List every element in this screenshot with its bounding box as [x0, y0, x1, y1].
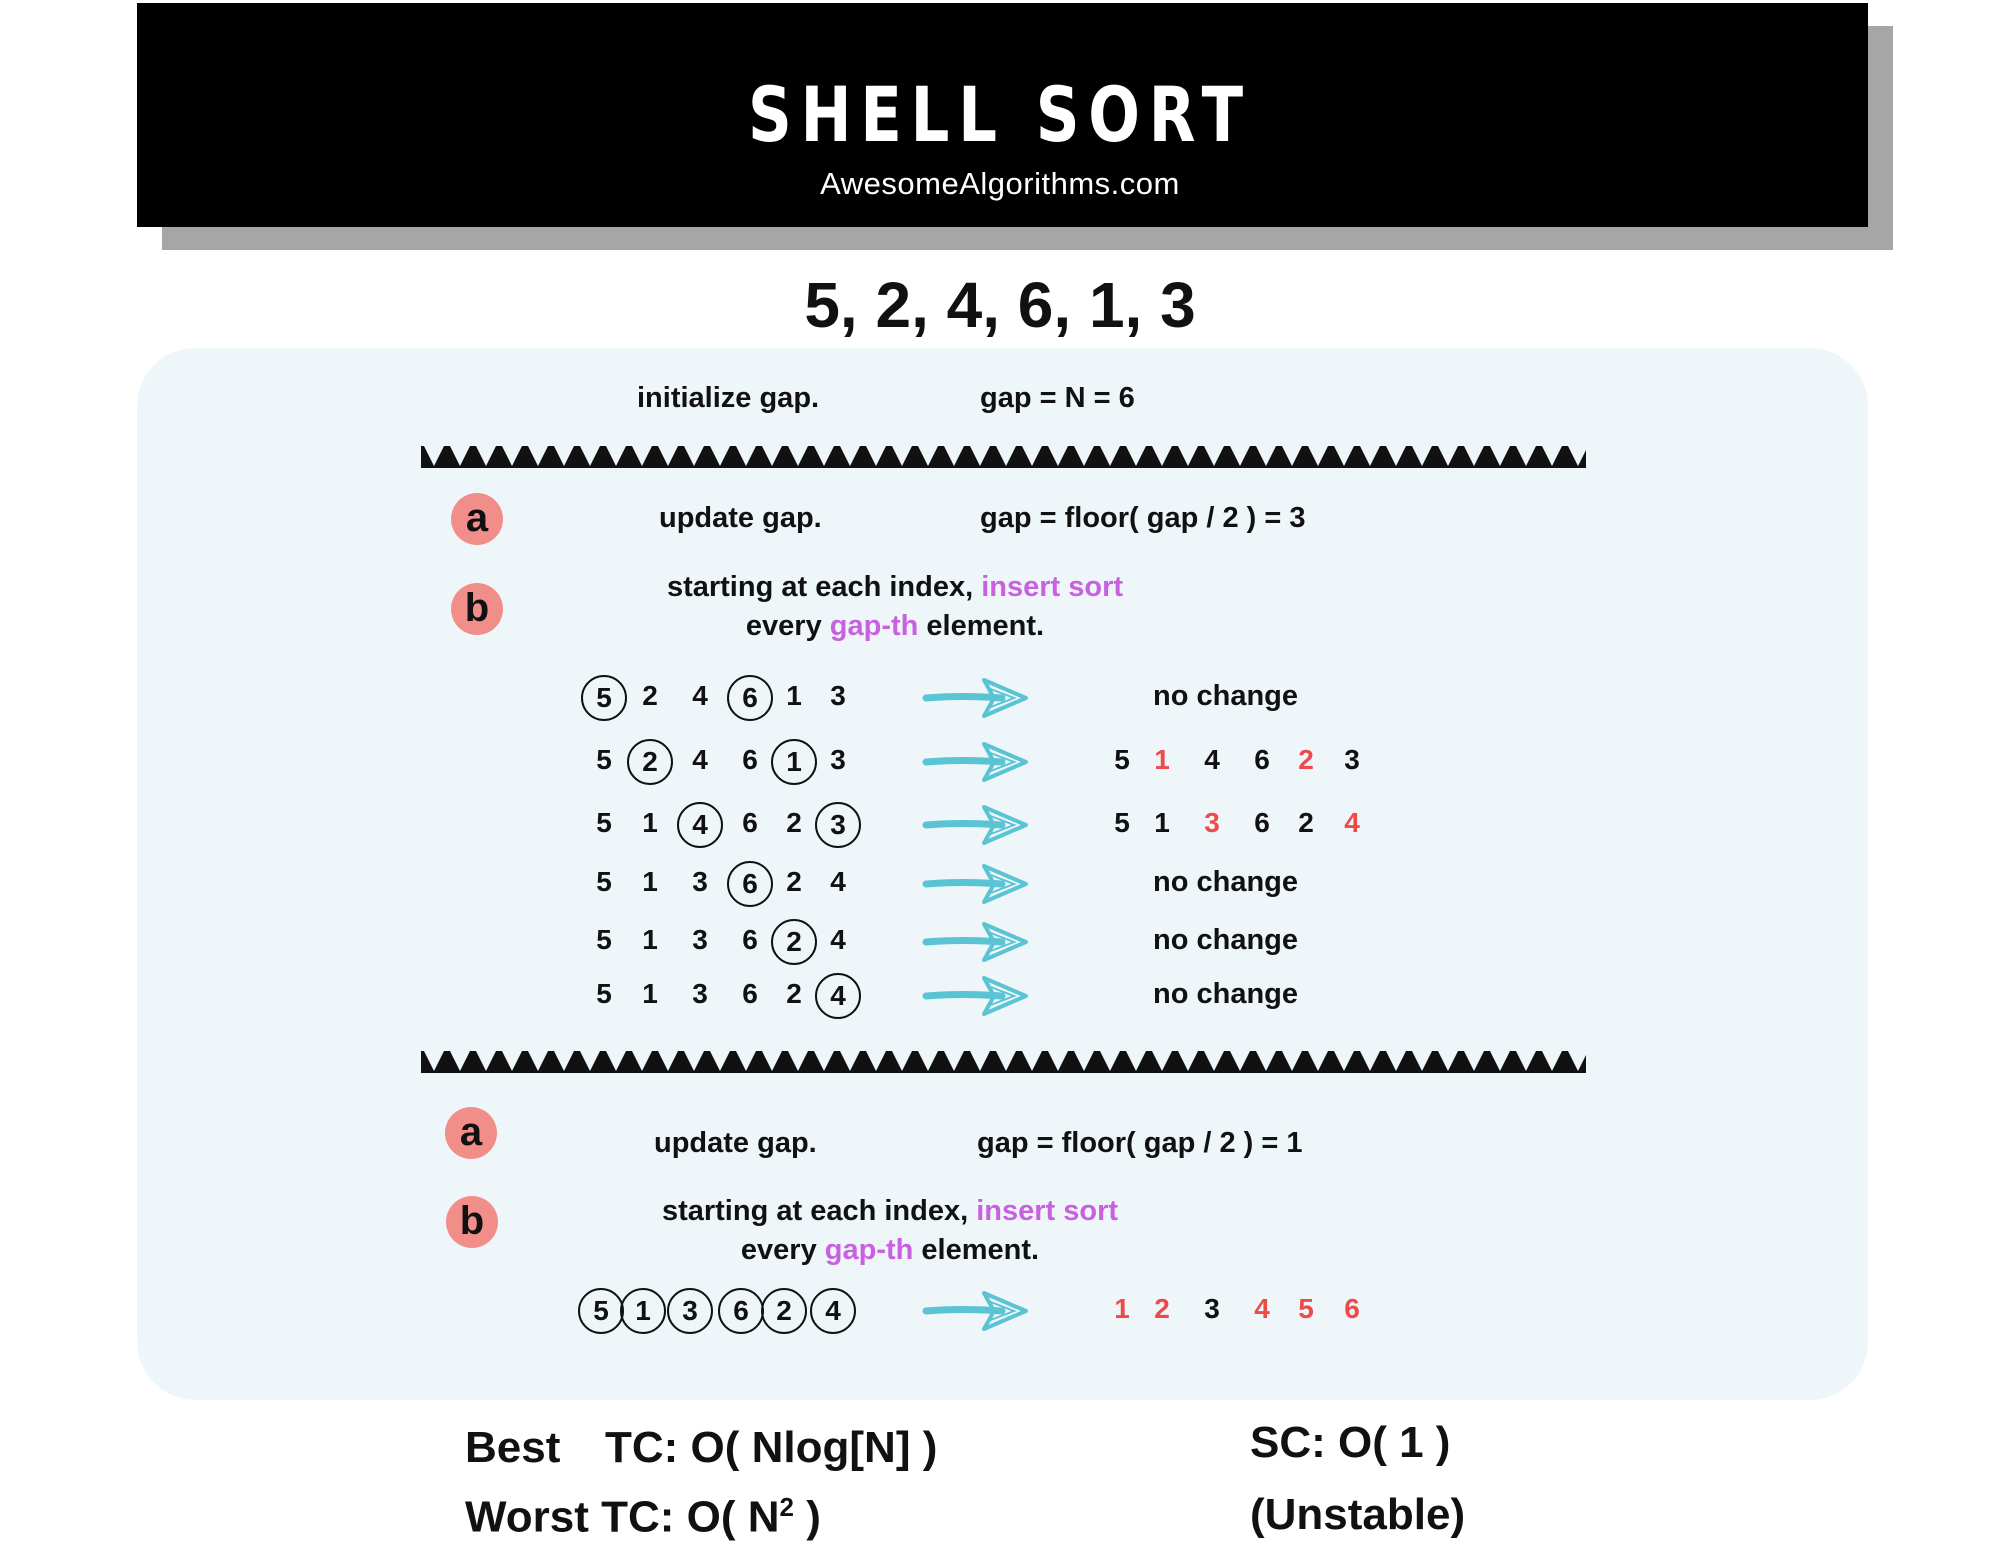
array-element: 3 [830, 680, 846, 711]
circled-element: 3 [815, 802, 861, 848]
arrow-right-icon [922, 803, 1030, 847]
step-b-description-line2: every gap-th element. [740, 1234, 1040, 1266]
arrow-right-icon [922, 740, 1030, 784]
changed-element: 2 [1298, 744, 1314, 775]
arrow-right-icon [922, 920, 1030, 964]
array-element: 2 [786, 978, 802, 1009]
array-element: 4 [830, 924, 846, 955]
result-element: 3 [1204, 1293, 1220, 1324]
update-gap-formula: gap = floor( gap / 2 ) = 1 [977, 1127, 1303, 1159]
circled-element: 1 [620, 1288, 666, 1334]
array-element: 1 [642, 866, 658, 897]
init-formula: gap = N = 6 [980, 382, 1135, 414]
arrow-right-icon [922, 974, 1030, 1018]
arrow-right-icon [922, 862, 1030, 906]
changed-element: 4 [1254, 1293, 1270, 1324]
array-element: 6 [742, 924, 758, 955]
circled-element: 5 [578, 1288, 624, 1334]
changed-element: 1 [1154, 744, 1170, 775]
changed-element: 2 [1154, 1293, 1170, 1324]
result-element: 2 [1298, 807, 1314, 838]
step-b-description-line1: starting at each index, insert sort [661, 1195, 1119, 1227]
update-gap-formula: gap = floor( gap / 2 ) = 3 [980, 502, 1306, 534]
page-title: SHELL SORT [748, 70, 1252, 159]
array-element: 3 [830, 744, 846, 775]
circled-element: 5 [581, 675, 627, 721]
circled-element: 2 [771, 919, 817, 965]
step-b-description-line1: starting at each index, insert sort [666, 571, 1124, 603]
array-element: 4 [692, 680, 708, 711]
update-gap-label: update gap. [654, 1127, 817, 1159]
array-element: 5 [596, 807, 612, 838]
result-element: 6 [1254, 807, 1270, 838]
circled-element: 4 [815, 973, 861, 1019]
step-a-badge: a [451, 493, 503, 545]
result-no-change: no change [1153, 924, 1299, 956]
circled-element: 2 [761, 1288, 807, 1334]
circled-element: 1 [771, 739, 817, 785]
array-element: 5 [596, 866, 612, 897]
stability-note: (Unstable) [1250, 1490, 1466, 1539]
changed-element: 4 [1344, 807, 1360, 838]
array-element: 1 [642, 924, 658, 955]
array-element: 3 [692, 924, 708, 955]
array-element: 3 [692, 866, 708, 897]
result-element: 1 [1154, 807, 1170, 838]
step-b-badge: b [451, 583, 503, 635]
result-element: 6 [1254, 744, 1270, 775]
arrow-right-icon [922, 1289, 1030, 1333]
best-label: Best [465, 1423, 561, 1472]
changed-element: 3 [1204, 807, 1220, 838]
array-element: 2 [786, 807, 802, 838]
array-element: 3 [692, 978, 708, 1009]
best-time-complexity: TC: O( Nlog[N] ) [605, 1423, 938, 1472]
result-no-change: no change [1153, 680, 1299, 712]
array-element: 1 [642, 807, 658, 838]
result-element: 3 [1344, 744, 1360, 775]
circled-element: 6 [727, 861, 773, 907]
zigzag-divider [421, 1051, 1586, 1073]
result-element: 4 [1204, 744, 1220, 775]
array-element: 6 [742, 744, 758, 775]
step-a-badge: a [445, 1107, 497, 1159]
result-element: 5 [1114, 807, 1130, 838]
zigzag-divider [421, 446, 1586, 468]
array-element: 4 [692, 744, 708, 775]
result-element: 5 [1114, 744, 1130, 775]
circled-element: 6 [727, 675, 773, 721]
array-element: 6 [742, 807, 758, 838]
array-element: 5 [596, 924, 612, 955]
array-element: 1 [786, 680, 802, 711]
update-gap-label: update gap. [659, 502, 822, 534]
space-complexity: SC: O( 1 ) [1250, 1418, 1451, 1467]
result-no-change: no change [1153, 978, 1299, 1010]
arrow-right-icon [922, 676, 1030, 720]
array-element: 5 [596, 744, 612, 775]
changed-element: 1 [1114, 1293, 1130, 1324]
array-element: 6 [742, 978, 758, 1009]
circled-element: 4 [677, 802, 723, 848]
circled-element: 6 [718, 1288, 764, 1334]
step-b-description-line2: every gap-th element. [745, 610, 1045, 642]
init-label: initialize gap. [637, 382, 820, 414]
array-element: 1 [642, 978, 658, 1009]
circled-element: 2 [627, 739, 673, 785]
array-element: 2 [642, 680, 658, 711]
step-b-badge: b [446, 1196, 498, 1248]
circled-element: 4 [810, 1288, 856, 1334]
input-sequence: 5, 2, 4, 6, 1, 3 [804, 269, 1196, 341]
changed-element: 6 [1344, 1293, 1360, 1324]
worst-time-complexity: Worst TC: O( $N^2$ ) [465, 1492, 821, 1542]
result-no-change: no change [1153, 866, 1299, 898]
array-element: 2 [786, 866, 802, 897]
site-name: AwesomeAlgorithms.com [820, 166, 1180, 201]
array-element: 4 [830, 866, 846, 897]
changed-element: 5 [1298, 1293, 1314, 1324]
circled-element: 3 [667, 1288, 713, 1334]
array-element: 5 [596, 978, 612, 1009]
